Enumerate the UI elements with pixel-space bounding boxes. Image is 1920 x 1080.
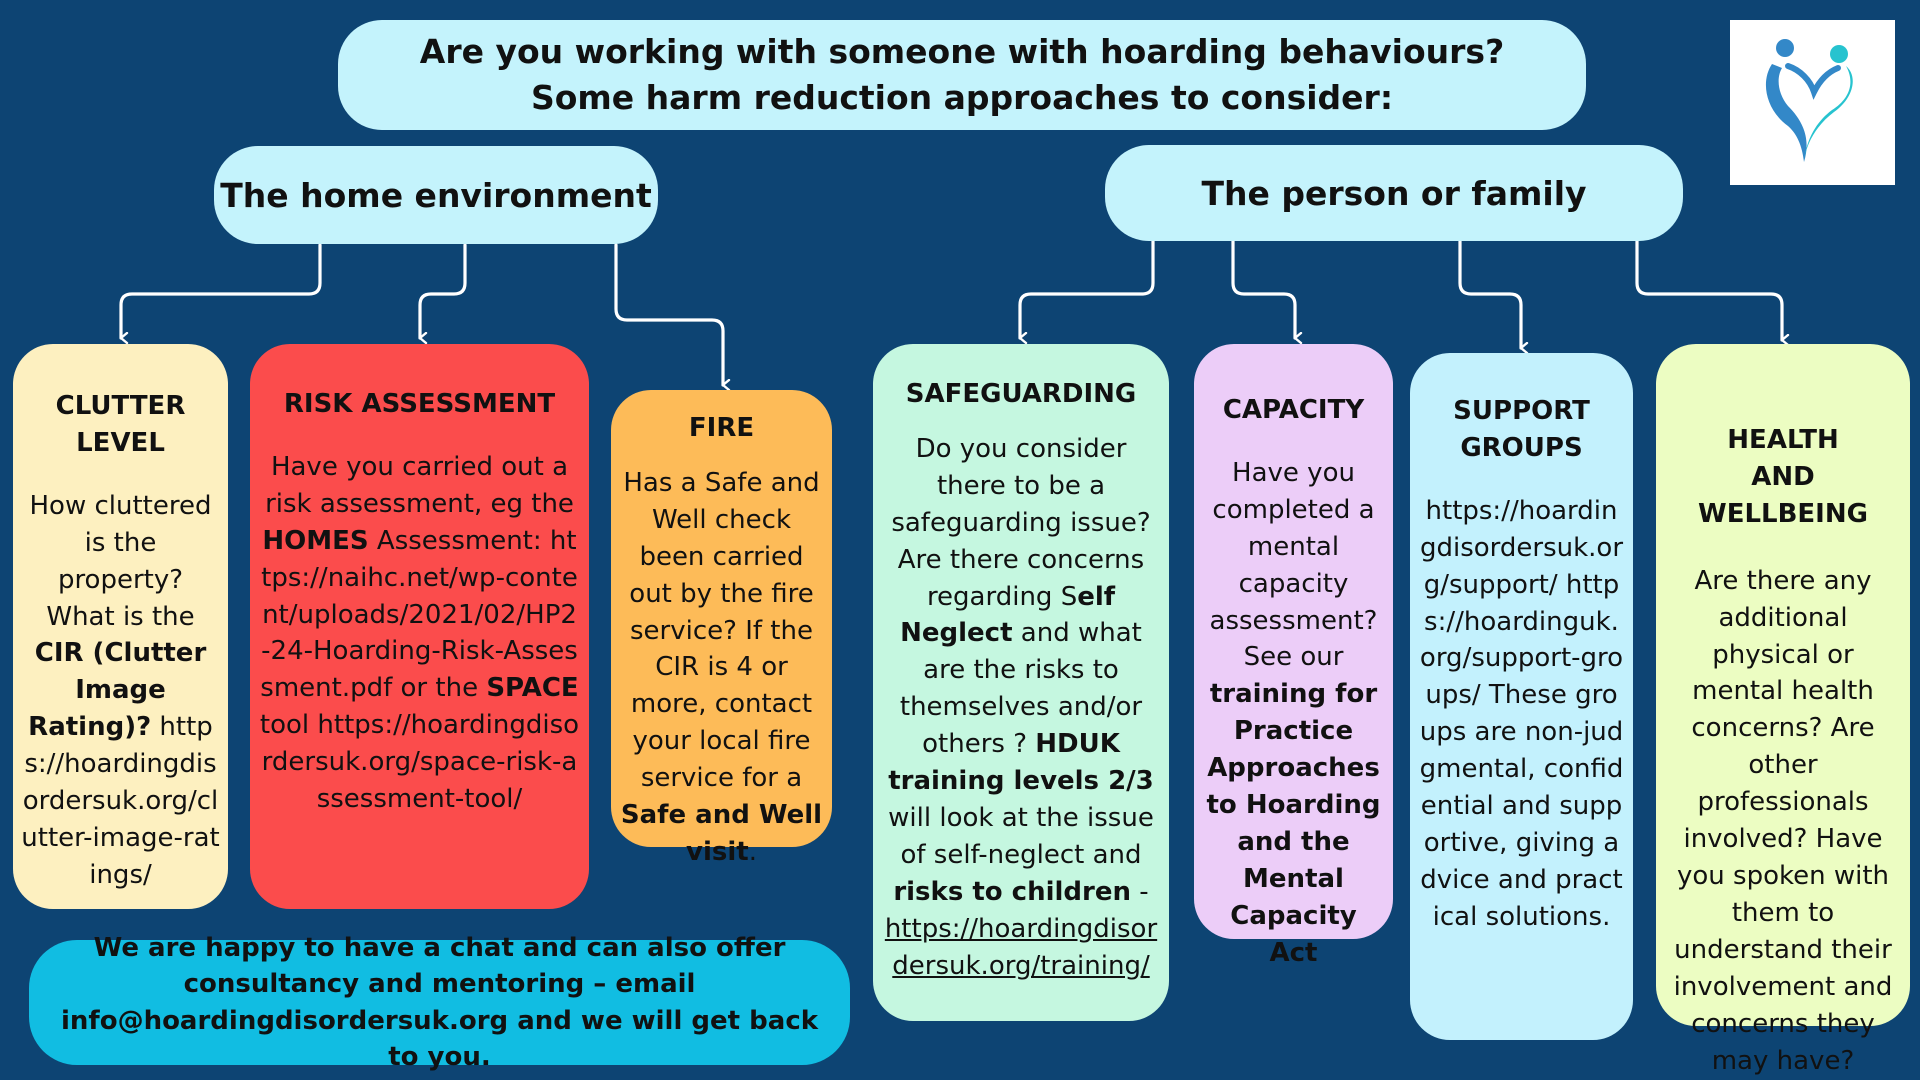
arrow-to-safeguarding [1020,241,1153,338]
arrow-to-capacity [1233,241,1295,338]
card-health-wellbeing [1656,344,1910,1076]
fire-safe-well-bold: Safe and Well visit [620,800,823,867]
risk-title: RISK ASSESSMENT [283,389,556,419]
arrow-to-health [1637,241,1782,340]
safeguarding-training-link[interactable]: https://hoardingdisordersuk.org/training/ [884,913,1158,981]
safeguarding-title: SAFEGUARDING [905,379,1137,409]
arrow-to-fire [616,245,723,385]
health-text: Are there any additional physical or mental health concerns? Are other professionals involved? Have you spoken with them to understand their involvement and concerns they may have? [1673,565,1893,1076]
branch-home-environment [214,146,658,244]
fire-body [619,465,824,871]
arrow-to-clutter [121,245,320,338]
clutter-title: CLUTTER LEVEL [55,391,186,458]
header-pill [338,20,1586,130]
capacity-training-bold: training for Practice Approaches to Hoarding and the Mental Capacity Act [1206,679,1381,968]
safeguarding-self-neglect-bold: elf Neglect [900,581,1116,649]
heart-people-logo-icon [1730,20,1895,185]
risk-space-bold: SPACE [486,673,579,704]
arrow-to-risk [420,245,465,338]
clutter-body [21,488,220,894]
card-safeguarding [873,344,1169,1021]
fire-text-2: . [748,836,757,867]
arrow-to-support [1460,241,1521,348]
card-fire [611,390,832,867]
health-title [1664,422,1902,533]
safeguarding-text-2: and what are the risks to themselves and/or others ? [899,618,1143,760]
card-clutter-level [13,344,228,909]
clutter-text-1: How cluttered is the property? What is the [29,490,212,632]
card-support-groups [1410,353,1633,1040]
risk-text-3: tool https://hoardingdisordersuk.org/space-risk-assessment-tool/ [259,710,580,815]
branch-home-label: The home environment [220,175,652,215]
risk-homes-bold: HOMES [262,525,369,556]
footer-pill [29,932,850,1072]
support-text: https://hoardingdisordersuk.org/support/ https://hoardinguk.org/support-groups/ These groups are non-judgmental, confidential and supportive, giving advice and practical solutions. [1419,495,1624,932]
header-line-1: Are you working with someone with hoarding behaviours? [419,31,1505,71]
logo [1730,20,1895,185]
fire-text-1: Has a Safe and Well check been carried out by the fire service? If the CIR is 4 or more, contact your local fire service for a [623,467,820,794]
safeguarding-risks-bold: risks to children [893,876,1132,907]
clutter-url: https://hoardingdisordersuk.org/clutter-image-ratings/ [21,712,220,890]
branch-person-family [1105,145,1683,241]
safeguarding-text-1: Do you consider there to be a safeguarding issue? Are there concerns regarding S [891,433,1151,612]
safeguarding-hduk-bold: HDUK training levels 2/3 [888,729,1154,797]
capacity-text-1: Have you completed a mental capacity assessment? See our [1209,457,1378,673]
capacity-title: CAPACITY [1222,395,1365,425]
risk-text-2: Assessment: https://naihc.net/wp-content/uploads/2021/02/HP2-24-Hoarding-Risk-Assessment.pdf or the [260,525,578,704]
capacity-body [1202,455,1385,972]
header-line-2: Some harm reduction approaches to consider: [530,78,1394,117]
health-title-line-2: AND WELLBEING [1698,461,1868,529]
branch-person-label: The person or family [1201,173,1587,213]
support-body [1418,493,1625,936]
safeguarding-text-4: - [1131,876,1149,907]
card-capacity [1194,344,1393,968]
risk-body [258,449,581,818]
footer-text: We are happy to have a chat and can also offer consultancy and mentoring – email info@hoardingdisordersuk.org and we will get back to you. [60,932,819,1072]
card-risk-assessment [250,344,589,909]
clutter-cir-bold: CIR (Clutter Image Rating)? [28,638,207,743]
safeguarding-body [881,431,1161,985]
fire-title: FIRE [688,413,755,443]
health-title-line-1: HEALTH [1727,425,1839,455]
safeguarding-text-3: will look at the issue of self-neglect and [888,802,1154,870]
risk-text-1: Have you carried out a risk assessment, eg the [265,451,574,519]
health-body [1664,563,1902,1080]
support-title: SUPPORT GROUPS [1453,396,1590,463]
